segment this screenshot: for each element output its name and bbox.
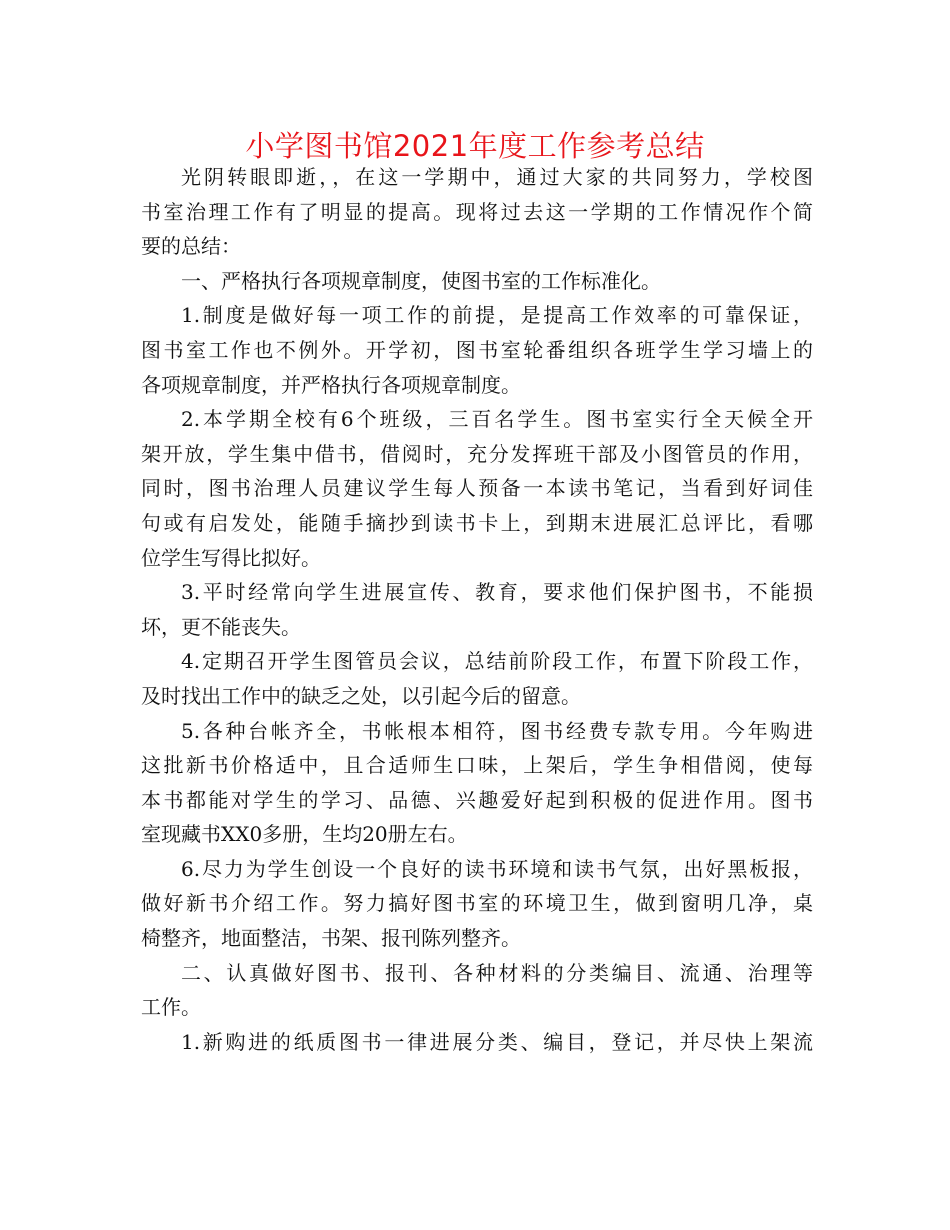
paragraph-line: 坏，更不能丧失。 xyxy=(141,614,301,639)
paragraph-line: 架开放，学生集中借书，借阅时，充分发挥班干部及小图管员的作用， xyxy=(141,441,813,466)
paragraph xyxy=(141,402,813,575)
paragraph-line: 二、认真做好图书、报刊、各种材料的分类编目、流通、治理等 xyxy=(181,960,813,985)
paragraph-line: 椅整齐，地面整洁，书架、报刊陈列整齐。 xyxy=(141,926,521,951)
paragraph-line: 及时找出工作中的缺乏之处，以引起今后的留意。 xyxy=(141,683,581,708)
paragraph-line: 同时，图书治理人员建议学生每人预备一本读书笔记，当看到好词佳 xyxy=(141,476,813,501)
paragraph-line: 工作。 xyxy=(141,995,201,1020)
document-title: 小学图书馆2021年度工作参考总结 xyxy=(245,129,705,163)
paragraph-line: 一、严格执行各项规章制度，使图书室的工作标准化。 xyxy=(181,268,661,293)
paragraph-line: 4.定期召开学生图管员会议，总结前阶段工作，布置下阶段工作， xyxy=(181,649,813,674)
paragraph-line: 各项规章制度，并严格执行各项规章制度。 xyxy=(141,372,521,397)
paragraph xyxy=(141,714,813,852)
paragraph-line: 做好新书介绍工作。努力搞好图书室的环境卫生，做到窗明几净，桌 xyxy=(141,891,813,916)
paragraph-line: 要的总结： xyxy=(141,234,241,259)
paragraph-line: 6.尽力为学生创设一个良好的读书环境和读书气氛，出好黑板报， xyxy=(181,856,813,881)
paragraph-line: 3.平时经常向学生进展宣传、教育，要求他们保护图书，不能损 xyxy=(181,580,813,605)
paragraph-line: 5.各种台帐齐全，书帐根本相符，图书经费专款专用。今年购进 xyxy=(181,718,813,743)
paragraph-line: 本书都能对学生的学习、品德、兴趣爱好起到积极的促进作用。图书 xyxy=(141,787,813,812)
paragraph-line: 光阴转眼即逝，，在这一学期中，通过大家的共同努力，学校图 xyxy=(181,165,813,189)
paragraph-line: 位学生写得比拟好。 xyxy=(141,545,321,570)
paragraph xyxy=(141,264,813,299)
paragraph-line: 句或有启发处，能随手摘抄到读书卡上，到期末进展汇总评比，看哪 xyxy=(141,510,813,535)
paragraph-line: 2.本学期全校有6个班级，三百名学生。图书室实行全天候全开 xyxy=(181,407,813,432)
paragraph-line: 书室治理工作有了明显的提高。现将过去这一学期的工作情况作个简 xyxy=(141,199,813,224)
paragraph xyxy=(141,575,813,644)
paragraph xyxy=(141,956,813,1025)
paragraph-line: 这批新书价格适中，且合适师生口味，上架后，学生争相借阅，使每 xyxy=(141,753,813,778)
paragraph-line: 1.新购进的纸质图书一律进展分类、编目，登记，并尽快上架流 xyxy=(181,1029,813,1054)
paragraph xyxy=(141,644,813,713)
paragraph xyxy=(141,852,813,956)
paragraph-line: 图书室工作也不例外。开学初，图书室轮番组织各班学生学习墙上的 xyxy=(141,337,813,362)
paragraph xyxy=(141,160,813,264)
paragraph-line: 室现藏书XX0多册，生均20册左右。 xyxy=(141,822,468,847)
document-body xyxy=(141,160,813,1059)
paragraph xyxy=(141,298,813,402)
paragraph xyxy=(141,1025,813,1060)
paragraph-line: 1.制度是做好每一项工作的前提，是提高工作效率的可靠保证， xyxy=(181,303,813,328)
